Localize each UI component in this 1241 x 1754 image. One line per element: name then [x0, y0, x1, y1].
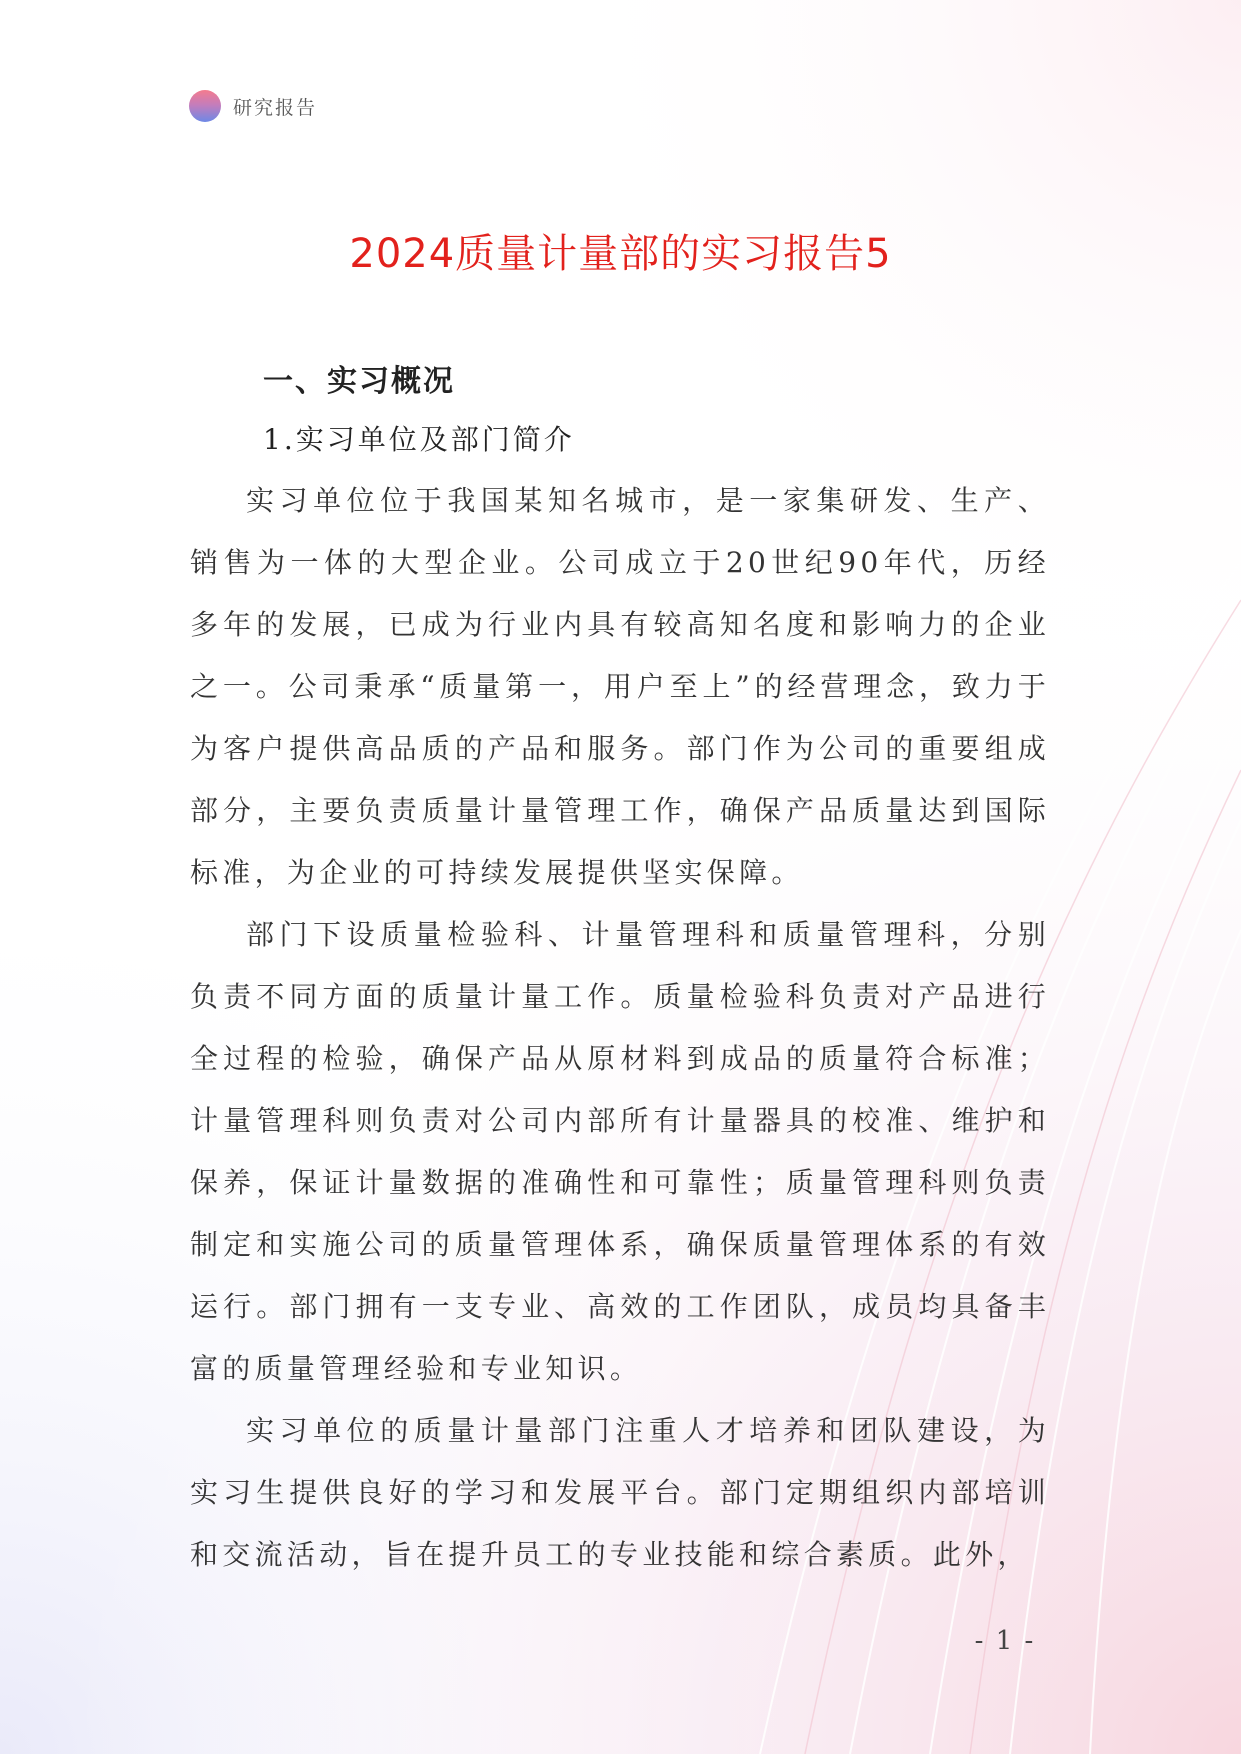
sub-heading: 1.实习单位及部门简介: [263, 423, 575, 456]
header-logo-dot-icon: [189, 90, 221, 122]
paragraph: 实习单位的质量计量部门注重人才培养和团队建设，为实习生提供良好的学习和发展平台。部门定期组织内部培训和交流活动，旨在提升员工的专业技能和综合素质。此外，: [190, 1414, 1050, 1571]
page-number: - 1 -: [974, 1626, 1036, 1656]
document-title: 2024质量计量部的实习报告5: [349, 231, 892, 277]
paragraph: 部门下设质量检验科、计量管理科和质量管理科，分别负责不同方面的质量计量工作。质量检验科负责对产品进行全过程的检验，确保产品从原材料到成品的质量符合标准；计量管理科则负责对公司内部所有计量器具的校准、维护和保养，保证计量数据的准确性和可靠性；质量管理科则负责制定和实施公司的质量管理体系，确保质量管理体系的有效运行。部门拥有一支专业、高效的工作团队，成员均具备丰富的质量管理经验和专业知识。: [190, 918, 1050, 1385]
paragraph: 实习单位位于我国某知名城市，是一家集研发、生产、销售为一体的大型企业。公司成立于20世纪90年代，历经多年的发展，已成为行业内具有较高知名度和影响力的企业之一。公司秉承“质量第一，用户至上”的经营理念，致力于为客户提供高品质的产品和服务。部门作为公司的重要组成部分，主要负责质量计量管理工作，确保产品质量达到国际标准，为企业的可持续发展提供坚实保障。: [190, 484, 1050, 889]
header-label: 研究报告: [233, 96, 318, 119]
report-header: [189, 89, 317, 123]
section-heading: 一、实习概况: [263, 364, 455, 399]
body-text: [190, 470, 1050, 1586]
